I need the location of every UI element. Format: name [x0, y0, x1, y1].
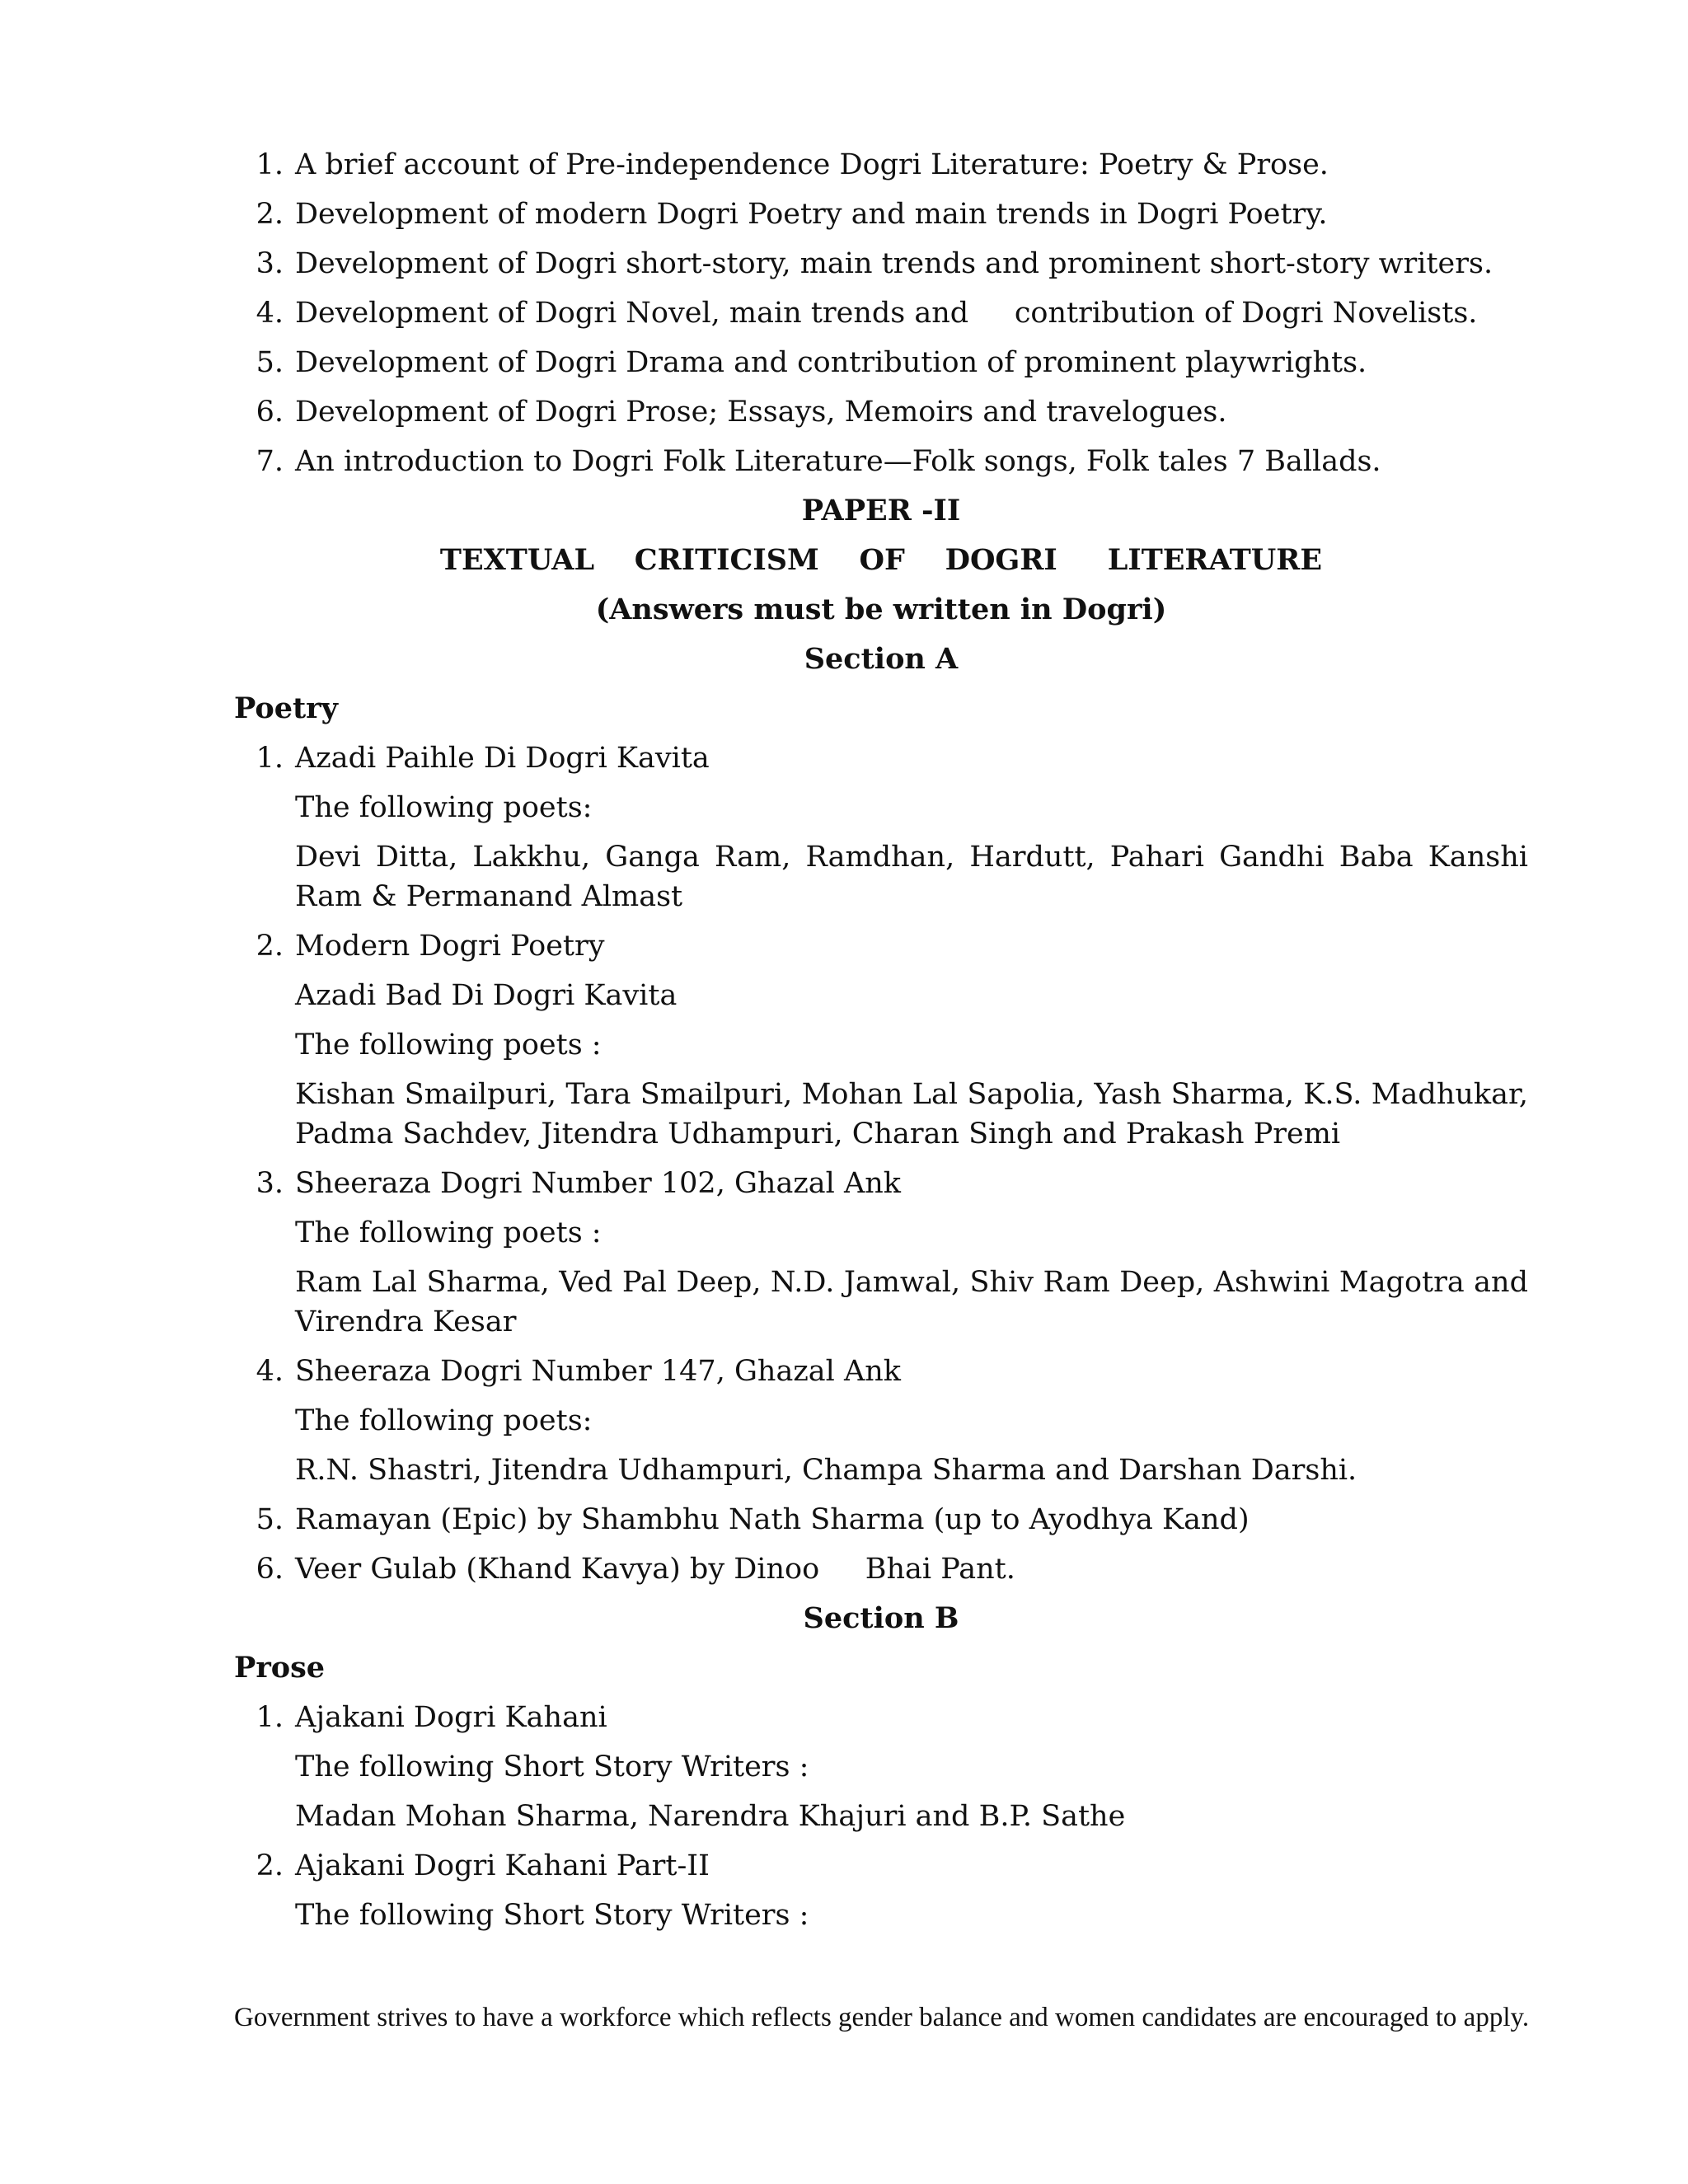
list-number: 2. — [256, 198, 284, 231]
list-text: Ramayan (Epic) by Shambhu Nath Sharma (up to Ayodhya Kand) — [295, 1503, 1250, 1536]
list-item — [234, 1846, 1528, 1886]
section-b-list — [234, 1698, 1528, 1935]
list-subline: Azadi Bad Di Dogri Kavita — [295, 979, 678, 1012]
list-text: An introduction to Dogri Folk Literature—Folk songs, Folk tales 7 Ballads. — [295, 445, 1381, 478]
footer-note: Government strives to have a workforce which reflects gender balance and women candidates are encouraged to apply. — [234, 2003, 1530, 2032]
list-text: Sheeraza Dogri Number 102, Ghazal Ank — [295, 1167, 901, 1200]
list-number: 2. — [256, 930, 284, 963]
list-item — [234, 145, 1528, 185]
list-subline: The following poets: — [295, 1404, 593, 1437]
list-subline: The following poets: — [295, 791, 593, 824]
poet-names: Devi Ditta, Lakkhu, Ganga Ram, Ramdhan, Hardutt, Pahari Gandhi Baba Kanshi Ram & Permanand Almast — [295, 841, 1538, 913]
list-item — [234, 1352, 1528, 1391]
list-number: 5. — [256, 1503, 284, 1536]
list-item — [234, 1164, 1528, 1203]
list-item — [234, 392, 1528, 432]
section-a-title: Section A — [804, 642, 959, 676]
list-text: Development of Dogri short-story, main trends and prominent short-story writers. — [295, 247, 1493, 280]
list-text: Modern Dogri Poetry — [295, 930, 605, 963]
list-item — [234, 194, 1528, 234]
section-b-title: Section B — [803, 1601, 959, 1635]
poet-names: Ram Lal Sharma, Ved Pal Deep, N.D. Jamwal, Shiv Ram Deep, Ashwini Magotra and Virendra Kesar — [295, 1266, 1538, 1338]
list-text: Development of Dogri Drama and contribution of prominent playwrights. — [295, 346, 1367, 379]
list-text: Ajakani Dogri Kahani Part-II — [295, 1849, 710, 1882]
list-item — [234, 926, 1528, 966]
list-subline: Madan Mohan Sharma, Narendra Khajuri and B.P. Sathe — [295, 1800, 1126, 1833]
list-item — [234, 1549, 1528, 1589]
list-subline: The following poets : — [295, 1216, 602, 1249]
list-number: 1. — [256, 148, 284, 181]
list-number: 6. — [256, 396, 284, 429]
list-subline: The following Short Story Writers : — [295, 1750, 809, 1783]
list-number: 4. — [256, 297, 284, 330]
list-text: Veer Gulab (Khand Kavya) by Dinoo Bhai Pant. — [295, 1553, 1015, 1586]
list-item — [234, 738, 1528, 778]
list-item — [234, 1500, 1528, 1540]
list-item — [234, 244, 1528, 284]
list-text: Sheeraza Dogri Number 147, Ghazal Ank — [295, 1355, 901, 1388]
poet-names: R.N. Shastri, Jitendra Udhampuri, Champa Sharma and Darshan Darshi. — [295, 1454, 1357, 1487]
list-item — [234, 442, 1528, 481]
paper-subtitle: TEXTUAL CRITICISM OF DOGRI LITERATURE — [439, 543, 1323, 577]
list-text: Development of Dogri Novel, main trends and contribution of Dogri Novelists. — [295, 297, 1478, 330]
list-item — [234, 1698, 1528, 1737]
section-b-heading: Prose — [234, 1651, 326, 1685]
section-a-list — [234, 738, 1538, 1589]
list-text: Development of Dogri Prose; Essays, Memoirs and travelogues. — [295, 396, 1227, 429]
list-number: 1. — [256, 1701, 284, 1734]
list-subline: The following poets : — [295, 1029, 602, 1062]
list-number: 1. — [256, 742, 284, 775]
list-text: Azadi Paihle Di Dogri Kavita — [295, 742, 710, 775]
list-text: Development of modern Dogri Poetry and main trends in Dogri Poetry. — [295, 198, 1328, 231]
list-text: A brief account of Pre-independence Dogri Literature: Poetry & Prose. — [295, 148, 1329, 181]
list-item — [234, 343, 1528, 382]
list-text: Ajakani Dogri Kahani — [295, 1701, 607, 1734]
list-number: 6. — [256, 1553, 284, 1586]
paper-note: (Answers must be written in Dogri) — [595, 593, 1167, 626]
list-number: 5. — [256, 346, 284, 379]
list-number: 7. — [256, 445, 284, 478]
list-number: 2. — [256, 1849, 284, 1882]
list-subline: The following Short Story Writers : — [295, 1899, 809, 1932]
intro-list — [234, 145, 1528, 481]
list-number: 3. — [256, 1167, 284, 1200]
list-number: 4. — [256, 1355, 284, 1388]
section-a-heading: Poetry — [234, 691, 338, 725]
list-item — [234, 293, 1528, 333]
document-page — [234, 145, 1538, 1945]
list-number: 3. — [256, 247, 284, 280]
poet-names: Kishan Smailpuri, Tara Smailpuri, Mohan Lal Sapolia, Yash Sharma, K.S. Madhukar, Padma Sachdev, Jitendra Udhampuri, Charan Singh and Prakash Premi — [295, 1078, 1538, 1151]
paper-title: PAPER -II — [801, 494, 961, 527]
